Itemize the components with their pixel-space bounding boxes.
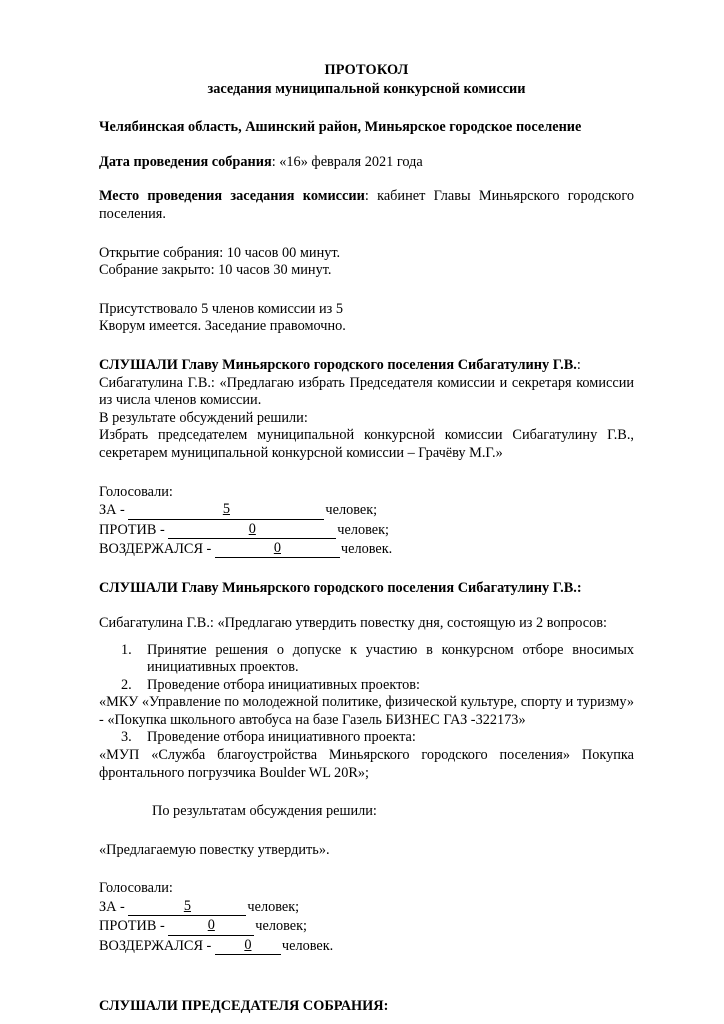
vote-two-suffix-abstained: человек. [281,937,334,954]
section-two-heading: СЛУШАЛИ Главу Миньярского городского поселения Сибагатулину Г.В.: [99,580,582,597]
vote-one-value-abstained: 0 [273,539,281,556]
spacer [99,559,634,580]
section-one-heading-colon: : [576,356,581,373]
spacer [99,782,634,803]
vote-two-label-abstained: ВОЗДЕРЖАЛСЯ - [99,937,215,954]
vote-one-suffix-against: человек; [337,521,390,538]
decision-line: «Предлагаемую повестку утвердить». [99,841,330,858]
section-one-heading [99,357,634,375]
date-line [99,154,634,172]
section-one-speech-line-1: Сибагатулина Г.В.: «Предлагаю избрать Председателя комиссии и секретаря комиссии из числа членов комиссии. [99,374,634,409]
spacer [99,956,634,977]
agenda-item-text: Принятие решения о допуске к участию в конкурсном отборе вносимых инициативных проектов. [147,641,634,676]
spacer [99,98,634,119]
vote-one-value-against: 0 [248,520,256,537]
quorum-line: Кворум имеется. Заседание правомочно. [99,318,346,335]
vote-two-value-for: 5 [183,898,191,915]
vote-one-suffix-for: человек; [325,502,378,519]
vote-two-value-against: 0 [207,917,215,934]
vote-one-field-against[interactable] [168,520,336,539]
agenda-item-number: 1. [121,641,132,658]
spacer [99,821,634,842]
location-heading: Челябинская область, Ашинский район, Миньярское городское поселение [99,119,582,136]
section-one-speech-line-2: В результате обсуждений решили: [99,409,308,426]
spacer [99,171,634,188]
vote-one-label-abstained: ВОЗДЕРЖАЛСЯ - [99,540,215,557]
agenda-item-three-title: Проведение отбора инициативного проекта: [147,729,416,746]
vote-two-row-abstained [99,937,634,956]
vote-one-value-for: 5 [222,501,230,518]
vote-one-field-abstained[interactable] [215,539,340,558]
vote-two-field-abstained[interactable] [215,936,281,955]
agenda-list [99,642,634,695]
spacer [99,598,634,615]
vote-one-label-for: ЗА - [99,502,129,519]
agenda-item-three-title-line [99,729,634,747]
vote-two-row-against [99,917,634,936]
opening-time-line: Открытие собрания: 10 часов 00 минут. [99,244,341,261]
agenda-item-three-detail: «МУП «Служба благоустройства Миньярского городского поселения» Покупка фронтального погрузчика Boulder WL 20R»; [99,747,634,781]
vote-block-one [99,484,634,560]
date-value: : «16» февраля 2021 года [271,153,423,170]
vote-one-row-for [99,501,634,520]
vote-two-value-abstained: 0 [244,936,252,953]
agenda-item-two-detail: «МКУ «Управление по молодежной политике, физической культуре, спорту и туризму» - «Покупка школьного автобуса на базе Газель БИЗНЕС ГАЗ -322173» [99,694,634,728]
vote-two-suffix-against: человек; [255,918,308,935]
spacer [99,280,634,301]
vote-two-field-against[interactable] [168,916,254,935]
spacer [99,336,634,357]
agenda-item-text: Проведение отбора инициативных проектов: [147,676,421,693]
vote-one-label-against: ПРОТИВ - [99,521,169,538]
vote-one-row-abstained [99,540,634,559]
spacer [99,977,634,998]
agenda-item-three-number: 3. [121,729,132,746]
document-title: ПРОТОКОЛ [324,62,409,78]
vote-two-row-for [99,898,634,917]
vote-block-two [99,880,634,956]
vote-one-row-against [99,521,634,540]
vote-one-caption: Голосовали: [99,483,173,500]
vote-two-caption: Голосовали: [99,880,173,897]
vote-two-suffix-for: человек; [247,899,300,916]
vote-two-field-for[interactable] [128,897,246,916]
agenda-item [99,677,634,695]
vote-two-label-for: ЗА - [99,899,129,916]
section-one-speech-line-3: Избрать председателем муниципальной конкурсной комиссии Сибагатулину Г.В., секретарем муниципальной конкурсной комиссии – Грачёву М.Г.» [99,427,634,461]
spacer [99,633,634,642]
vote-one-suffix-abstained: человек. [340,540,393,557]
section-one-heading-text: СЛУШАЛИ Главу Миньярского городского поселения Сибагатулину Г.В. [99,356,577,373]
spacer [99,224,634,245]
place-value: : кабинет Главы Миньярского городского поселения. [99,188,634,222]
agenda-item-number: 2. [121,676,132,693]
document-body [99,62,634,1016]
place-line [99,188,634,223]
section-two-intro: Сибагатулина Г.В.: «Предлагаю утвердить повестку дня, состоящую из 2 вопросов: [99,614,608,631]
spacer [99,137,634,154]
spacer [99,463,634,484]
closing-time-line: Собрание закрыто: 10 часов 30 минут. [99,262,332,279]
spacer [99,859,634,880]
section-three-heading: СЛУШАЛИ ПРЕДСЕДАТЕЛЯ СОБРАНИЯ: [99,998,389,1015]
vote-one-field-for[interactable] [128,500,324,519]
document-subtitle: заседания муниципальной конкурсной комиссии [207,80,526,97]
agenda-item [99,642,634,677]
date-label: Дата проведения собрания [99,153,272,170]
attendance-line: Присутствовало 5 членов комиссии из 5 [99,300,344,317]
place-label: Место проведения заседания комиссии [99,188,365,205]
document-title-block [99,62,634,98]
vote-two-label-against: ПРОТИВ - [99,918,169,935]
results-line: По результатам обсуждения решили: [152,803,377,820]
